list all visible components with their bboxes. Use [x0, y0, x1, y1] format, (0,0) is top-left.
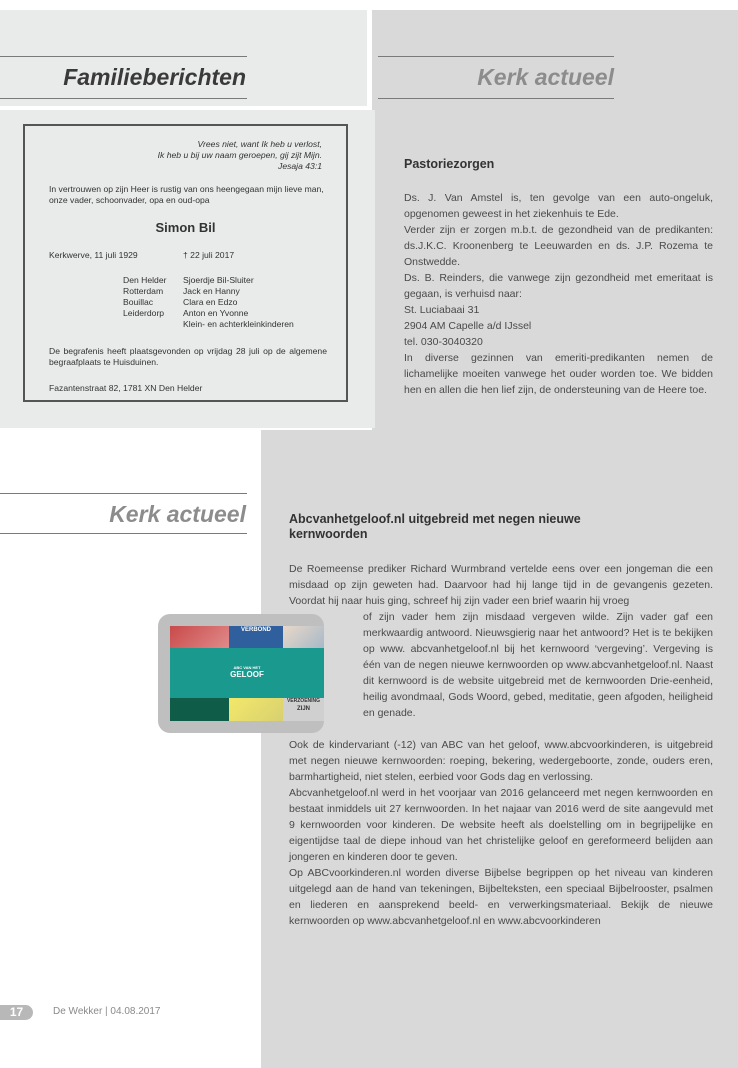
obituary-dates — [49, 250, 234, 261]
verbond-label: VERBOND — [240, 627, 271, 633]
image-tile-light — [283, 626, 324, 648]
paragraph: Verder zijn er zorgen m.b.t. de gezondheid van de predikanten: ds.J.K.C. Kroonenberg te Leeuwarden en ds. J.P. Rozema te Onstwedde. — [404, 224, 713, 268]
bible-quote — [158, 139, 322, 172]
relative-place: Leiderdorp — [123, 308, 165, 318]
kerk-top-title: Kerk actueel — [477, 64, 614, 90]
pastorie-heading: Pastoriezorgen — [404, 157, 495, 171]
relative-row — [123, 286, 294, 297]
relative-row — [123, 275, 294, 286]
relative-names: Jack en Hanny — [183, 286, 240, 296]
relatives-list — [123, 275, 294, 330]
paragraph: Ds. B. Reinders, die vanwege zijn gezondheid met emeritaat is gegaan, is verhuisd naar: — [404, 272, 713, 300]
kerk-bottom-rule-bottom — [0, 533, 247, 534]
deceased-name: Simon Bil — [155, 220, 216, 235]
image-tile-red — [170, 626, 229, 648]
paragraph: tel. 030-3040320 — [404, 336, 483, 348]
funeral-info: De begrafenis heeft plaatsgevonden op vrijdag 28 juli op de algemene begraafplaats te Huisduinen. — [49, 346, 327, 367]
relative-row — [123, 297, 294, 308]
familie-header-panel — [0, 10, 367, 106]
relative-names: Anton en Yvonne — [183, 308, 249, 318]
abc-logo-big: GELOOF — [230, 670, 264, 679]
family-address: Fazantenstraat 82, 1781 XN Den Helder — [49, 383, 203, 393]
familie-rule-bottom — [0, 98, 247, 99]
paragraph: Op ABCvoorkinderen.nl worden diverse Bijbelse begrippen op het niveau van kinderen uitgelegd aan de hand van tekeningen, Bijbelteksten, een speciaal Bijbelrooster, psalmen en liederen en aansprekend beeld- en verwerkingsmateriaal. Bekijk de nieuwe kernwoorden op www.abcvanhetgeloof.nl en www.abcvoorkinderen — [289, 867, 713, 927]
paragraph: St. Luciabaai 31 — [404, 304, 480, 316]
quote-line: Vrees niet, want Ik heb u verlost, — [197, 139, 322, 149]
relative-row — [123, 319, 294, 330]
zijn-label: ZIJN — [296, 706, 310, 712]
image-tile-yellow — [229, 698, 283, 721]
obituary-notice — [23, 124, 348, 402]
abc-logo — [222, 665, 272, 679]
quote-reference: Jesaja 43:1 — [278, 161, 322, 171]
relative-names: Sjoerdje Bil-Sluiter — [183, 275, 254, 285]
quote-line: Ik heb u bij uw naam geroepen, gij zijt Mijn. — [157, 150, 322, 160]
kerk-top-rule-bottom — [378, 98, 614, 99]
kerk-top-rule-top — [378, 56, 614, 57]
death-date: † 22 juli 2017 — [183, 250, 235, 260]
abc-wrap-text: of zijn vader hem zijn misdaad vergeven wilde. Zijn vader gaf een merkwaardig antwoord. Nieuwsgierig naar het antwoord? Het is te bekijken op www. abcvanhetgeloof.nl bij het kernwoord ‘vergeving’. Vergeving is één van de negen nieuwe kernwoorden op www.abcvanhetgeloof.nl. Naast dit kernwoord is de website uitgebreid met de kernwoorden Drie-eenheid, heilig avondmaal, Gods Woord, gebed, meditatie, geen afgoden, heiligheid en genade. — [363, 611, 713, 719]
abc-image-frame — [158, 614, 324, 733]
verzoening-label: VERZOENING — [286, 698, 321, 704]
birth-date: Kerkwerve, 11 juli 1929 — [49, 250, 138, 260]
paragraph: 2904 AM Capelle a/d IJssel — [404, 320, 532, 332]
relative-names: Klein- en achterkleinkinderen — [183, 319, 294, 329]
abc-heading: Abcvanhetgeloof.nl uitgebreid met negen nieuwe kernwoorden — [289, 512, 581, 541]
pastorie-article — [404, 190, 713, 398]
image-tile-blue — [229, 626, 283, 648]
image-tile-teal — [170, 648, 324, 698]
abc-intro: De Roemeense prediker Richard Wurmbrand vertelde eens over een jongeman die een misdaad op zijn geweten had. Daarvoor had hij lange tijd in de gevangenis gezeten. Voordat hij naar huis ging, schreef hij zijn vader een brief waarin hij vroeg — [289, 563, 713, 607]
paragraph: Ds. J. Van Amstel is, ten gevolge van een auto-ongeluk, opgenomen geweest in het ziekenhuis te Ede. — [404, 192, 713, 220]
kerk-bottom-rule-top — [0, 493, 247, 494]
image-tile-grey — [283, 698, 324, 721]
relative-names: Clara en Edzo — [183, 297, 238, 307]
relative-place: Bouillac — [123, 297, 154, 307]
relative-row — [123, 308, 294, 319]
paragraph: Abcvanhetgeloof.nl werd in het voorjaar van 2016 gelanceerd met negen kernwoorden en bestaat inmiddels uit 27 kernwoorden. In het najaar van 2016 werd de site aangevuld met 9 kernwoorden voor kinderen. De website heeft als doelstelling om in begrijpelijke en eigentijdse taal de diepe inhoud van het christelijke geloof en gereformeerd belijden aan jongeren en kinderen door te geven. — [289, 787, 713, 863]
relative-place: Den Helder — [123, 275, 167, 285]
page-number: 17 — [0, 1005, 33, 1020]
abc-image — [170, 626, 324, 721]
familie-rule-top — [0, 56, 247, 57]
familie-title: Familieberichten — [63, 64, 246, 90]
paragraph: Ook de kindervariant (-12) van ABC van het geloof, www.abcvoorkinderen, is uitgebreid met negen nieuwe kernwoorden: roeping, bekering, wedergeboorte, zonde, ouders eren, barmhartigheid, niet stelen, eerbied voor Gods dag en verlossing. — [289, 739, 713, 783]
footer-publication: De Wekker | 04.08.2017 — [53, 1006, 161, 1017]
abc-logo-small: ABC VAN HET — [233, 665, 261, 670]
paragraph: In diverse gezinnen van emeriti-predikanten nemen de lichamelijke moeiten vanwege het ouder worden toe. We bidden hen en allen die hen lief zijn, de ondersteuning van de Heere toe. — [404, 352, 713, 396]
kerk-bottom-title: Kerk actueel — [109, 501, 246, 527]
relative-place: Rotterdam — [123, 286, 164, 296]
abc-article-rest — [289, 737, 713, 929]
image-tile-dark — [170, 698, 229, 721]
obituary-intro: In vertrouwen op zijn Heer is rustig van ons heengegaan mijn lieve man, onze vader, schoonvader, opa en oud-opa — [49, 184, 324, 205]
